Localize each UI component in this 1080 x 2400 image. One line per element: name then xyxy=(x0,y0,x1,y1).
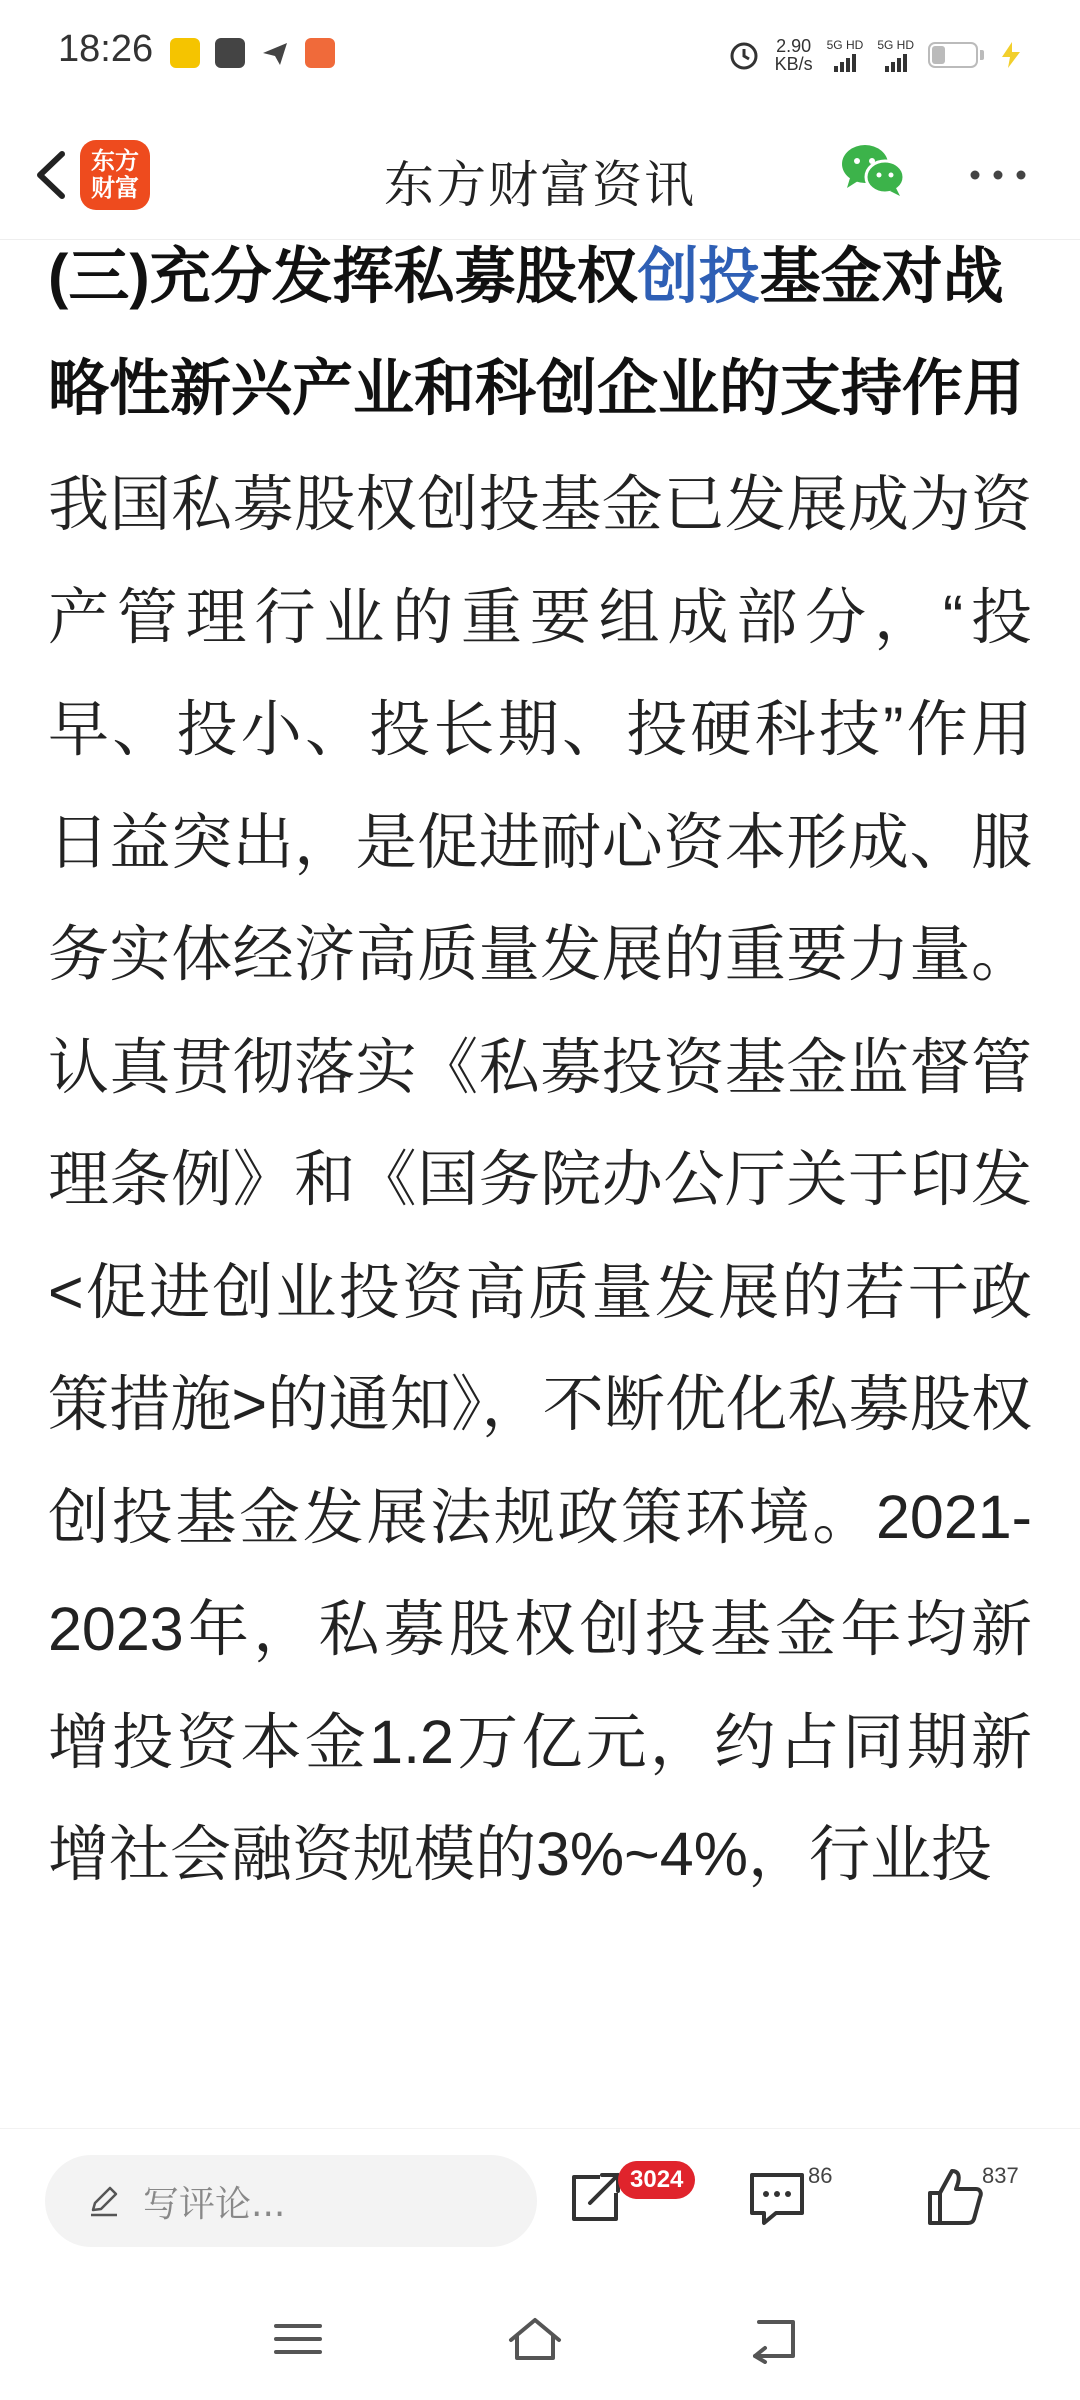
status-bar xyxy=(0,0,1080,110)
network-speed xyxy=(775,37,813,73)
return-icon[interactable] xyxy=(745,2314,805,2364)
meituan-notification-icon xyxy=(170,38,200,68)
article-body xyxy=(48,220,1032,2128)
home-icon[interactable] xyxy=(505,2314,565,2364)
heading-text-2: 基金对战略性新兴产业和科创企业的支持作用 xyxy=(48,242,1025,422)
comment-input[interactable] xyxy=(45,2155,537,2247)
article-paragraph: 我国私募股权创投基金已发展成为资产管理行业的重要组成部分，“投早、投小、投长期、投硬科技”作用日益突出，是促进耐心资本形成、服务实体经济高质量发展的重要力量。认真贯彻落实《私募投资基金监督管理条例》和《国务院办公厅关于印发<促进创业投资高质量发展的若干政策措施>的通知》，不断优化私募股权创投基金发展法规政策环境。2021-2023年，私募股权创投基金年均新增投资本金1.2万亿元，约占同期新增社会融资规模的3%~4%，行业投 xyxy=(48,470,1032,1888)
comment-placeholder: 写评论... xyxy=(143,2183,286,2225)
signal-bars-icon xyxy=(834,54,856,72)
logo-line1: 东方 xyxy=(91,147,139,175)
menu-icon[interactable] xyxy=(268,2314,328,2364)
pencil-icon xyxy=(87,2184,121,2218)
heading-text-1: (三)充分发挥私募股权 xyxy=(48,242,638,310)
network-speed-value: 2.90 xyxy=(776,36,812,56)
send-notification-icon xyxy=(260,38,290,68)
signal-bars-icon xyxy=(885,54,907,72)
sim1-label: 5G HD xyxy=(826,38,864,52)
battery-tip xyxy=(980,50,984,60)
wechat-icon[interactable] xyxy=(840,142,906,198)
alarm-icon xyxy=(727,38,761,72)
battery-icon xyxy=(928,42,978,68)
share-count-badge: 3024 xyxy=(618,2161,695,2199)
status-indicators xyxy=(727,30,1024,80)
sim2-signal xyxy=(877,38,914,72)
section-heading xyxy=(48,220,1032,444)
like-count: 837 xyxy=(982,2163,1019,2188)
bottom-toolbar xyxy=(0,2128,1080,2277)
comment-icon[interactable] xyxy=(742,2163,812,2233)
sim2-label: 5G HD xyxy=(877,38,914,52)
sim1-signal xyxy=(827,38,864,72)
system-nav-bar xyxy=(0,2276,1080,2400)
logo-line2: 财富 xyxy=(91,174,139,202)
more-icon[interactable] xyxy=(965,165,1031,185)
charging-icon xyxy=(998,40,1024,70)
network-speed-unit: KB/s xyxy=(774,54,813,74)
message-notification-icon xyxy=(215,38,245,68)
shopping-notification-icon xyxy=(305,38,335,68)
heading-link-chuangtou[interactable]: 创投 xyxy=(637,242,760,310)
page-title: 东方财富资讯 xyxy=(384,156,696,214)
comment-count: 86 xyxy=(808,2163,833,2188)
status-time: 18:26 xyxy=(58,28,154,70)
like-icon[interactable] xyxy=(920,2163,990,2233)
